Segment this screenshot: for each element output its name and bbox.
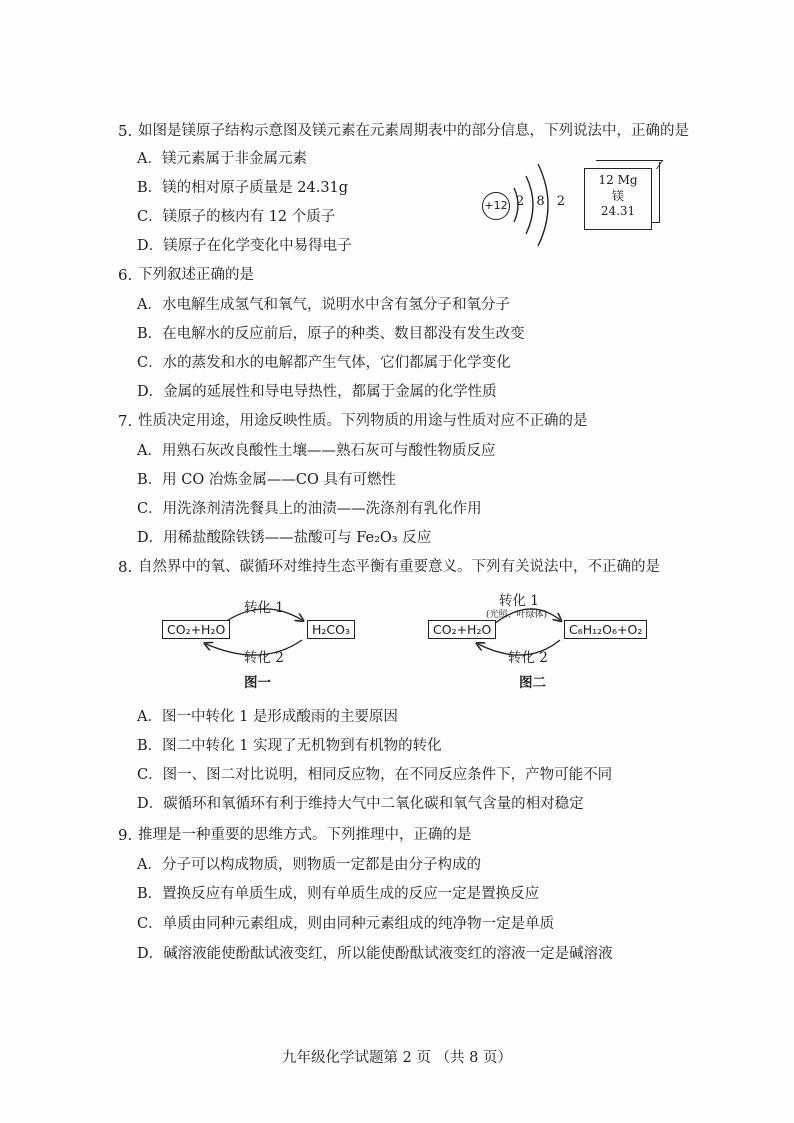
element-number: 12 <box>598 173 614 187</box>
question-9-number: 9. <box>118 826 133 844</box>
question-5-option-c: C．镁原子的核内有 12 个质子 <box>137 209 336 225</box>
element-name: 镁 <box>611 189 624 203</box>
question-6-stem: 下列叙述正确的是 <box>138 267 254 283</box>
question-5-number: 5. <box>118 122 133 140</box>
figure1-bottom-label: 转化 2 <box>244 650 284 666</box>
question-9-option-d: D．碱溶液能使酚酞试液变红，所以能使酚酞试液变红的溶液一定是碱溶液 <box>137 946 613 962</box>
question-8-option-a: A．图一中转化 1 是形成酸雨的主要原因 <box>137 709 398 725</box>
question-8-option-d: D．碳循环和氧循环有利于维持大气中二氧化碳和氧气含量的相对稳定 <box>137 796 584 812</box>
question-9-option-c: C．单质由同种元素组成，则由同种元素组成的纯净物一定是单质 <box>137 916 555 932</box>
figure2-condition: (光照、叶绿体) <box>486 610 548 620</box>
question-7-stem: 性质决定用途，用途反映性质。下列物质的用途与性质对应不正确的是 <box>138 413 588 429</box>
figure2-left-box: CO₂+H₂O <box>428 620 496 639</box>
question-7-option-a: A．用熟石灰改良酸性土壤——熟石灰可与酸性物质反应 <box>137 443 496 459</box>
question-9-stem: 推理是一种重要的思维方式。下列推理中，正确的是 <box>138 827 472 843</box>
figure2-caption: 图二 <box>519 675 546 691</box>
question-8-option-b: B．图二中转化 1 实现了无机物到有机物的转化 <box>137 738 442 754</box>
element-symbol: Mg <box>617 173 638 187</box>
figure2-bottom-label: 转化 2 <box>508 650 548 666</box>
question-8-number: 8. <box>118 558 133 576</box>
question-5-option-b: B．镁的相对原子质量是 24.31g <box>137 180 349 196</box>
question-8-stem: 自然界中的氧、碳循环对维持生态平衡有重要意义。下列有关说法中，不正确的是 <box>138 559 660 575</box>
question-5-option-d: D．镁原子在化学变化中易得电子 <box>137 238 352 254</box>
page-footer: 九年级化学试题第 2 页 （共 8 页） <box>282 1050 512 1066</box>
question-8-option-c: C．图一、图二对比说明，相同反应物，在不同反应条件下，产物可能不同 <box>137 767 613 783</box>
figure1-right-box: H₂CO₃ <box>307 620 355 639</box>
question-6-option-c: C．水的蒸发和水的电解都产生气体，它们都属于化学变化 <box>137 355 511 371</box>
question-7-option-b: B．用 CO 冶炼金属——CO 具有可燃性 <box>137 472 396 488</box>
element-mass: 24.31 <box>600 204 636 218</box>
question-6-option-d: D．金属的延展性和导电导热性，都属于金属的化学性质 <box>137 384 497 400</box>
figure1-caption: 图一 <box>244 675 271 691</box>
question-7-option-d: D．用稀盐酸除铁锈——盐酸可与 Fe₂O₃ 反应 <box>137 530 432 546</box>
atom-nucleus: +12 <box>482 192 510 220</box>
figure2-right-box: C₆H₁₂O₆+O₂ <box>564 620 647 639</box>
question-6-option-a: A．水电解生成氢气和氧气，说明水中含有氢分子和氧分子 <box>137 297 510 313</box>
figure1-left-box: CO₂+H₂O <box>162 620 230 639</box>
figure2-top-label: 转化 1 <box>499 593 539 609</box>
question-7-option-c: C．用洗涤剂清洗餐具上的油渍——洗涤剂有乳化作用 <box>137 501 482 517</box>
question-6-number: 6. <box>118 266 133 284</box>
question-5-stem: 如图是镁原子结构示意图及镁元素在元素周期表中的部分信息，下列说法中，正确的是 <box>138 123 689 139</box>
question-9-option-a: A．分子可以构成物质，则物质一定都是由分子构成的 <box>137 857 481 873</box>
question-7-number: 7. <box>118 412 133 430</box>
question-5-option-a: A．镁元素属于非金属元素 <box>137 151 307 167</box>
figure1-top-label: 转化 1 <box>244 600 284 616</box>
question-6-option-b: B．在电解水的反应前后，原子的种类、数目都没有发生改变 <box>137 326 525 342</box>
atom-shell-electrons: 2 8 2 <box>516 194 570 209</box>
question-9-option-b: B．置换反应有单质生成，则有单质生成的反应一定是置换反应 <box>137 886 540 902</box>
